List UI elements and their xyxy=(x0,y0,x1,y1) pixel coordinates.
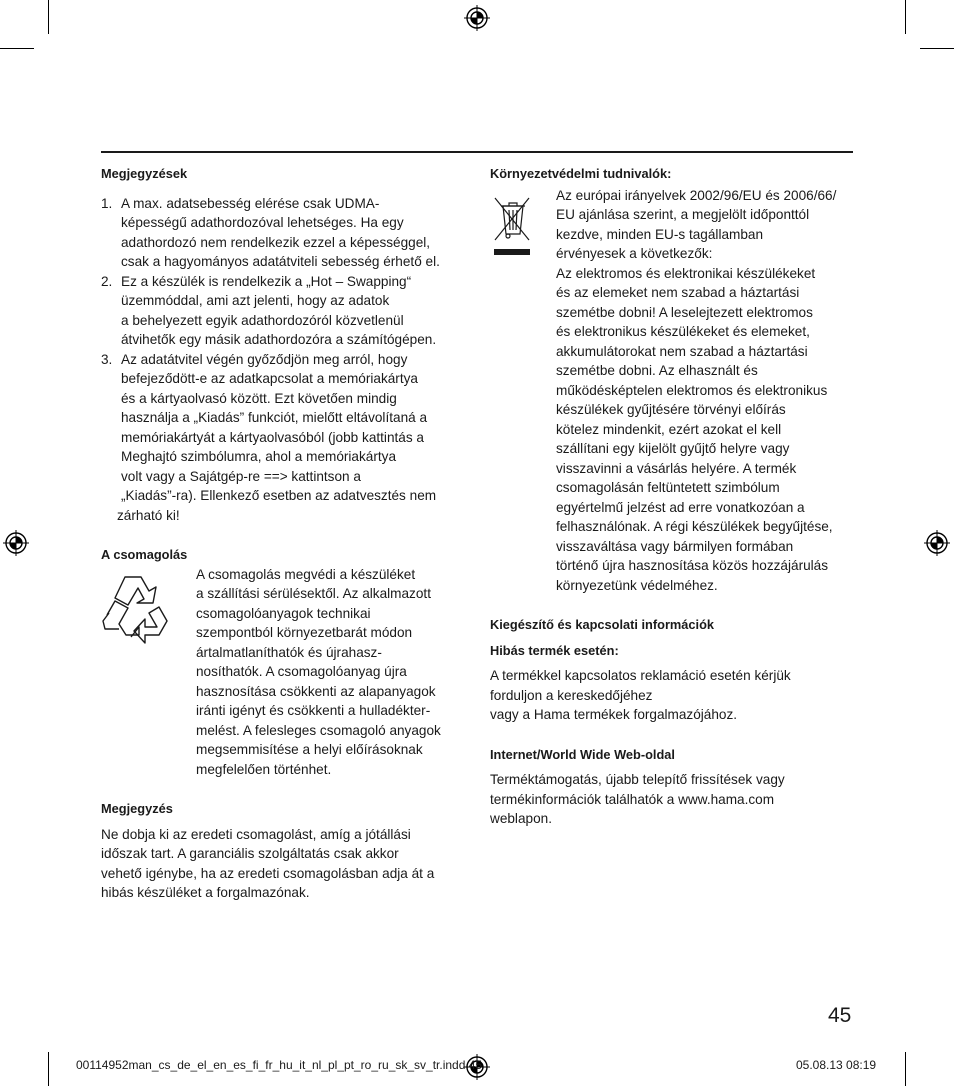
text-line: környezetünk védelméhez. xyxy=(556,577,718,593)
text-line: hibás készüléket a forgalmazónak. xyxy=(101,885,310,900)
note-heading: Megjegyzés xyxy=(101,801,173,816)
text-line: „Kiadás”-ra). Ellenkező esetben az adatvesztés nem xyxy=(121,488,437,503)
text-line: felhasználónak. A régi készülékek begyűjtése, xyxy=(556,519,833,534)
web-heading: Internet/World Wide Web-oldal xyxy=(490,746,675,762)
text-line: megfelelően történhet. xyxy=(196,761,332,777)
text-line: csomagolásán feltüntetett szimbólum xyxy=(556,480,780,495)
text-line: történő újra hasznosítása közös hozzájárulás xyxy=(556,558,829,573)
text-line: csak a hagyományos adatátviteli sebesség érhető el. xyxy=(121,254,440,269)
crop-mark xyxy=(920,48,954,49)
text-line: vehető igénybe, ha az eredeti csomagolásban adja át a xyxy=(101,865,435,881)
text-line: A termékkel kapcsolatos reklamáció esetén kérjük xyxy=(490,668,791,683)
text-line: Terméktámogatás, újabb telepítő frissítések vagy xyxy=(490,772,785,787)
text-line: Az elektromos és elektronikai készülékeket xyxy=(556,265,816,281)
text-line: és a kártyaolvasó között. Ezt követően mindig xyxy=(121,390,397,406)
text-line: kötelez mindenkit, ezért azokat el kell xyxy=(556,421,782,437)
text-line: A max. adatsebesség elérése csak UDMA- xyxy=(121,195,380,211)
text-line: és elektronikus készülékeket és elemeket, xyxy=(556,324,810,339)
text-line: egyértelmű jelzést ad erre vonatkozóan a xyxy=(556,499,805,515)
env-heading: Környezetvédelmi tudnivalók: xyxy=(490,166,672,181)
notes-tail: zárható ki! xyxy=(117,507,180,523)
registration-mark-icon xyxy=(924,530,950,556)
text-line: nosíthatók. A csomagolóanyag újra xyxy=(196,664,407,679)
text-line: üzemmóddal, ami azt jelenti, hogy az adatok xyxy=(121,293,390,308)
text-line: időszak tart. A garanciális szolgáltatás csak akkor xyxy=(101,846,399,861)
web-text xyxy=(490,770,855,829)
env-text xyxy=(556,186,855,596)
info-heading: Kiegészítő és kapcsolati információk xyxy=(490,617,715,632)
text-line: szempontból környezetbarát módon xyxy=(196,625,413,640)
packaging-text xyxy=(196,565,471,780)
header-rule xyxy=(101,151,853,153)
text-line: és az elemeket nem szabad a háztartási xyxy=(556,285,800,300)
text-line: érvényesek a következők: xyxy=(556,246,713,261)
env-section xyxy=(490,186,855,596)
text-line: befejeződött-e az adatkapcsolat a memóriakártya xyxy=(121,371,418,386)
text-line: volt vagy a Sajátgép-re ==> kattintson a xyxy=(121,468,361,484)
text-line: visszaváltása vagy bármilyen formában xyxy=(556,538,794,554)
text-line: vagy a Hama termékek forgalmazójához. xyxy=(490,707,738,722)
crop-mark xyxy=(905,0,906,34)
text-line: Meghajtó szimbólumra, ahol a memóriakártya xyxy=(121,449,397,464)
list-number: 2. xyxy=(101,273,113,289)
page-number: 45 xyxy=(828,1004,852,1027)
text-line: a behelyezett egyik adathordozóról közvetlenül xyxy=(121,312,404,328)
text-line: készülékek gyűjtésére törvényi előírás xyxy=(556,402,786,417)
packaging-section xyxy=(101,565,471,780)
defect-heading: Hibás termék esetén: xyxy=(490,642,619,658)
registration-mark-icon xyxy=(464,5,490,31)
text-line: A csomagolás megvédi a készüléket xyxy=(196,566,416,582)
text-line: EU ajánlása szerint, a megjelölt időponttól xyxy=(556,207,810,222)
right-column xyxy=(490,164,855,829)
note-text xyxy=(101,825,471,903)
text-line: forduljon a kereskedőjéhez xyxy=(490,687,653,703)
defect-text xyxy=(490,666,855,725)
text-line: Ez a készülék is rendelkezik a „Hot – Swapping“ xyxy=(121,273,412,289)
text-line: adathordozó nem rendelkezik ezzel a képességgel, xyxy=(121,234,431,250)
packaging-heading: A csomagolás xyxy=(101,547,188,562)
text-line: akkumulátorokat nem szabad a háztartási xyxy=(556,343,808,359)
text-line: weblapon. xyxy=(490,811,552,826)
text-line: képességű adathordozóval lehetséges. Ha egy xyxy=(121,215,404,230)
list-item xyxy=(101,272,471,350)
crop-mark xyxy=(905,1052,906,1086)
text-line: visszavinni a vásárlás helyére. A termék xyxy=(556,460,797,476)
text-line: ártalmatlaníthatók és újrahasz- xyxy=(196,644,382,660)
registration-mark-icon xyxy=(3,530,29,556)
text-line: megsemmisítése a helyi előírásoknak xyxy=(196,742,423,757)
footer-filename: 00114952man_cs_de_el_en_es_fi_fr_hu_it_nl_pl_pt_ro_ru_sk_sv_tr.indd 45 xyxy=(76,1058,483,1072)
list-number: 1. xyxy=(101,195,113,211)
text-line: a szállítási sérülésektől. Az alkalmazott xyxy=(196,586,431,601)
crop-mark xyxy=(48,1052,49,1086)
text-line: átvihetők egy másik adathordozóra a számítógépen. xyxy=(121,332,437,347)
text-line: szemétbe dobni! A leselejtezett elektromos xyxy=(556,304,813,320)
text-line: Ne dobja ki az eredeti csomagolást, amíg a jótállási xyxy=(101,826,411,842)
list-item xyxy=(101,350,471,506)
text-line: hasznosítása csökkenti az alapanyagok xyxy=(196,683,436,699)
recycle-icon xyxy=(101,569,175,645)
text-line: használja a „Kiadás” funkciót, mielőtt eltávolítaná a xyxy=(121,410,428,425)
text-line: melést. A felesleges csomagoló anyagok xyxy=(196,722,441,738)
list-number: 3. xyxy=(101,351,113,367)
footer-date: 05.08.13 08:19 xyxy=(796,1058,877,1072)
text-line: termékinformációk találhatók a www.hama.com xyxy=(490,791,775,807)
text-line: iránti igényt és csökkenti a hulladékter- xyxy=(196,703,431,718)
text-line: működésképtelen elektromos és elektronikus xyxy=(556,382,828,398)
list-item xyxy=(101,194,471,272)
notes-list xyxy=(101,194,471,506)
text-line: szállítani egy kijelölt gyűjtő helyre vagy xyxy=(556,441,790,456)
text-line: Az európai irányelvek 2002/96/EU és 2006/66/ xyxy=(556,187,837,203)
notes-heading: Megjegyzések xyxy=(101,166,188,181)
text-line: csomagolóanyagok technikai xyxy=(196,605,371,621)
text-line: memóriakártyát a kártyaolvasóból (jobb kattintás a xyxy=(121,429,424,445)
crop-mark xyxy=(0,48,34,49)
crossed-bin-icon xyxy=(492,194,532,256)
crop-mark xyxy=(48,0,49,34)
text-line: szemétbe dobni. Az elhasznált és xyxy=(556,363,758,378)
text-line: Az adatátvitel végén győződjön meg arról, hogy xyxy=(121,351,408,367)
text-line: kezdve, minden EU-s tagállamban xyxy=(556,226,764,242)
left-column xyxy=(101,164,471,903)
